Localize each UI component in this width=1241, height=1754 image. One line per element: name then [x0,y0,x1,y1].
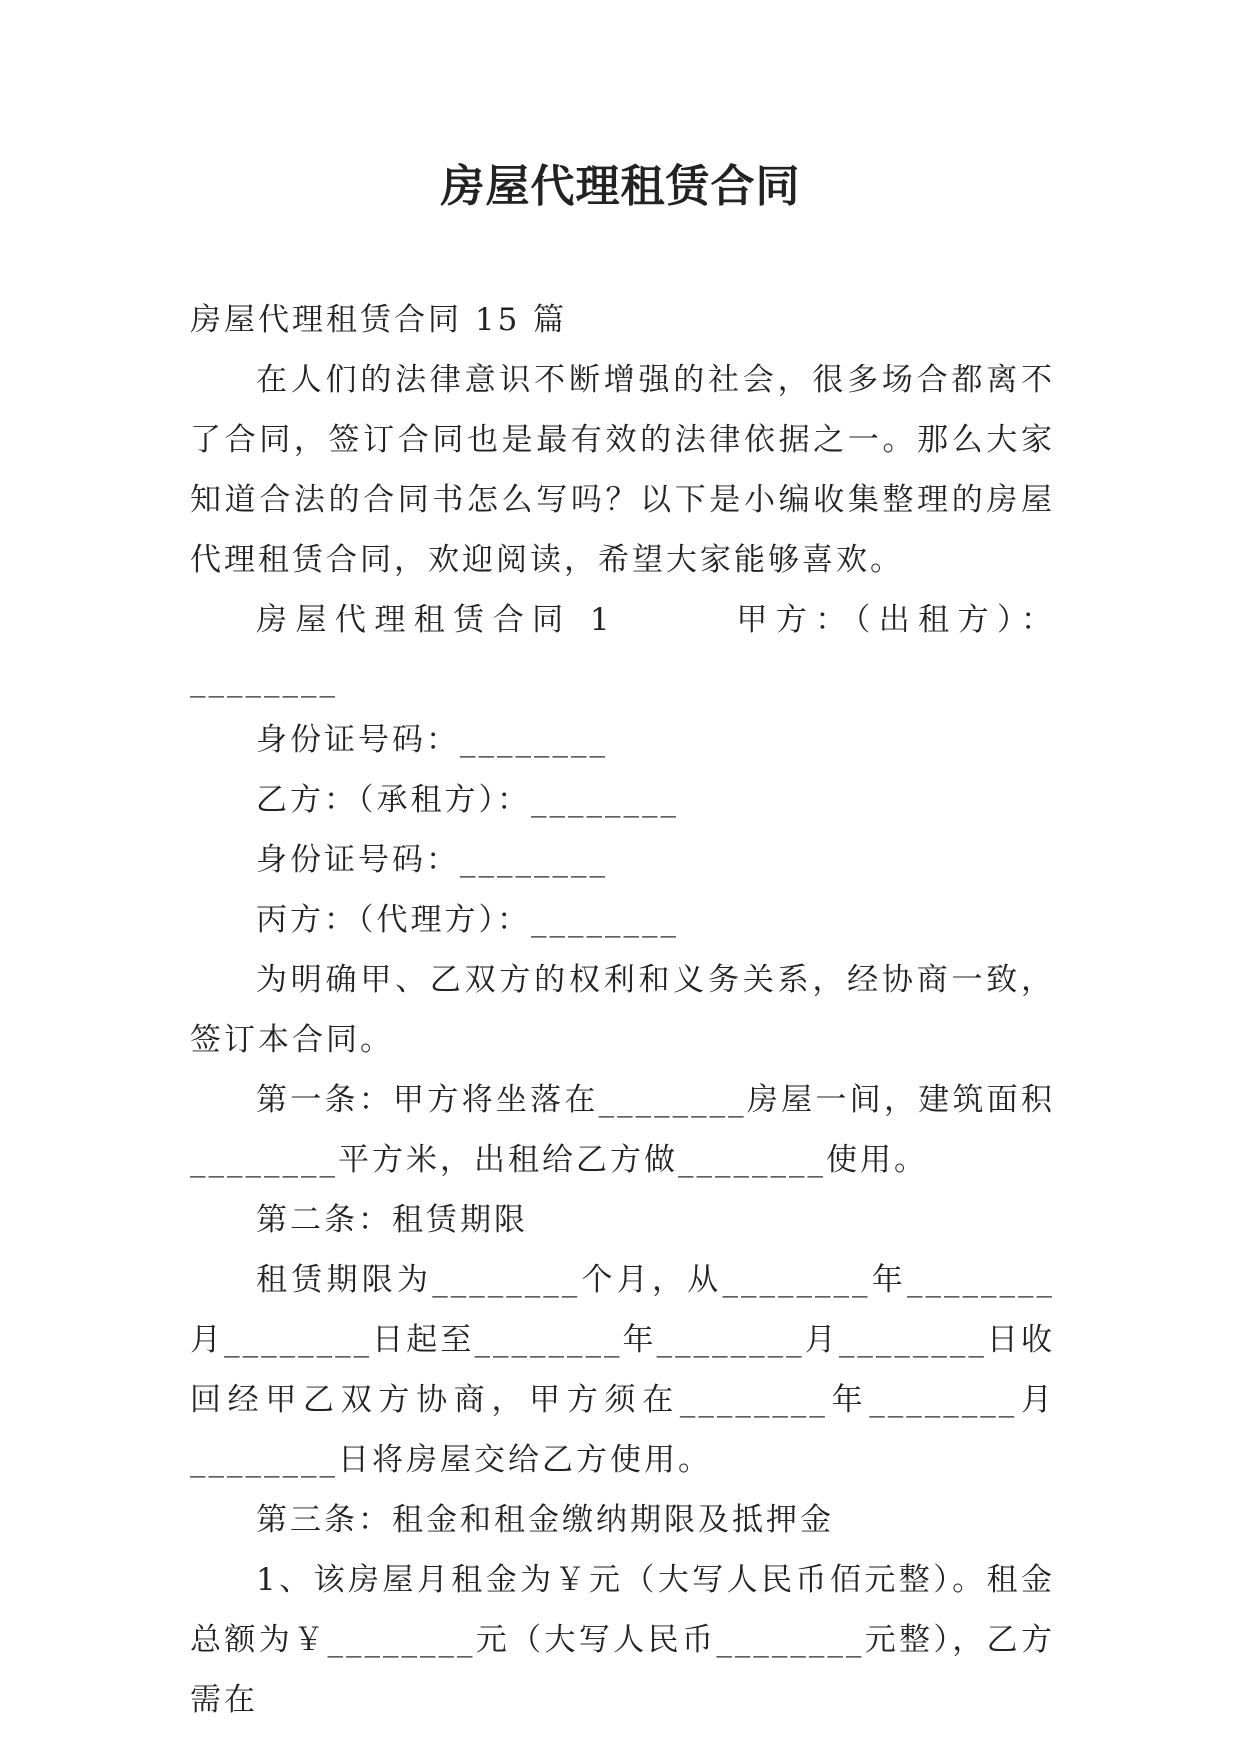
document-subtitle: 房屋代理租赁合同 15 篇 [190,302,568,338]
article-3-heading: 第三条：租金和租金缴纳期限及抵押金 [256,1502,834,1538]
document-body [190,290,1055,1730]
party-b-line: 乙方：（承租方）：________ [256,782,679,818]
document-title: 房屋代理租赁合同 [440,161,801,212]
article-2-heading: 第二条：租赁期限 [256,1202,528,1238]
party-a-id-number: 身份证号码：________ [256,722,608,758]
party-c-line: 丙方：（代理方）：________ [256,902,679,938]
intro-paragraph: 在人们的法律意识不断增强的社会，很多场合都离不了合同，签订合同也是最有效的法律依据之一。那么大家知道合法的合同书怎么写吗？以下是小编收集整理的房屋代理租赁合同，欢迎阅读，希望大家能够喜欢。 [190,362,1055,578]
lease-term-paragraph: 租赁期限为________个月，从________年________月________日起至________年________月________日收回经甲乙双方协商，甲方须在________年________月________日将房屋交给乙方使用。 [190,1262,1055,1478]
article-1: 第一条：甲方将坐落在________房屋一间，建筑面积________平方米，出租给乙方做________使用。 [190,1082,1055,1178]
contract-1-party-a: 房屋代理租赁合同 1 甲方：（出租方）：________ [190,602,1055,698]
party-b-id-number: 身份证号码：________ [256,842,608,878]
purpose-paragraph: 为明确甲、乙双方的权利和义务关系，经协商一致，签订本合同。 [190,962,1055,1058]
rent-paragraph: 1、该房屋月租金为￥元（大写人民币佰元整）。租金总额为￥________元（大写人民币________元整），乙方需在 [190,1562,1055,1718]
